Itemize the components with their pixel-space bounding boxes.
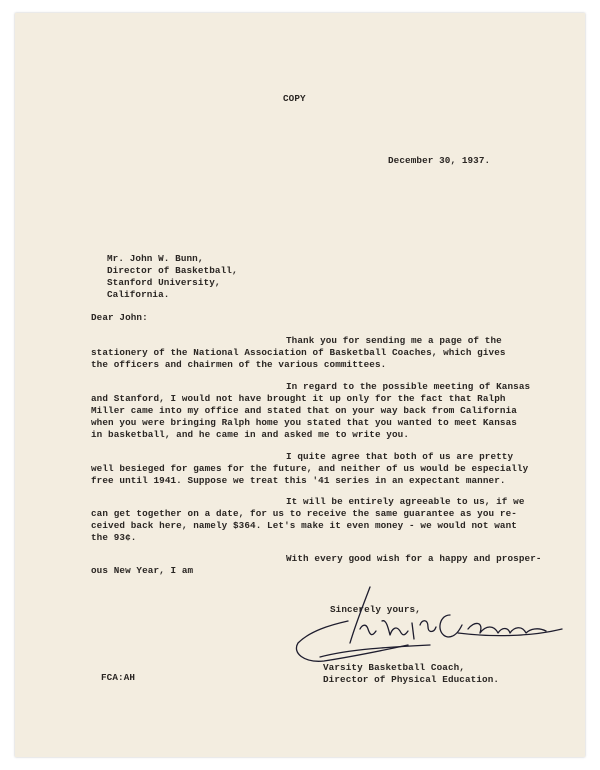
recipient-line: California. [107,289,170,300]
closing: Sincerely yours, [330,604,421,615]
body-line: well besieged for games for the future, and neither of us would be especially [91,463,529,474]
body-line: the officers and chairmen of the various committees. [91,359,387,370]
body-line: Thank you for sending me a page of the [286,335,502,346]
body-line: With every good wish for a happy and prosper- [286,553,542,564]
copy-header: COPY [283,93,306,104]
body-line: when you were bringing Ralph home you stated that you wanted to meet Kansas [91,417,517,428]
body-line: can get together on a date, for us to receive the same guarantee as you re- [91,508,517,519]
typist-initials: FCA:AH [101,672,136,683]
body-line: Miller came into my office and stated that on your way back from California [91,405,517,416]
body-line: I quite agree that both of us are pretty [286,451,514,462]
signer-title: Varsity Basketball Coach, [323,662,465,673]
signer-title: Director of Physical Education. [323,674,500,685]
recipient-line: Stanford University, [107,277,221,288]
recipient-line: Director of Basketball, [107,265,238,276]
body-line: ous New Year, I am [91,565,194,576]
letter-date: December 30, 1937. [388,155,491,166]
body-line: free until 1941. Suppose we treat this '41 series in an expectant manner. [91,475,506,486]
salutation: Dear John: [91,312,148,323]
body-line: stationery of the National Association of Basketball Coaches, which gives [91,347,506,358]
body-line: in basketball, and he came in and asked me to write you. [91,429,410,440]
body-line: It will be entirely agreeable to us, if we [286,496,525,507]
body-line: In regard to the possible meeting of Kansas [286,381,531,392]
recipient-line: Mr. John W. Bunn, [107,253,204,264]
body-line: ceived back here, namely $364. Let's make it even money - we would not want [91,520,517,531]
body-line: the 93¢. [91,532,137,543]
body-line: and Stanford, I would not have brought it up only for the fact that Ralph [91,393,506,404]
